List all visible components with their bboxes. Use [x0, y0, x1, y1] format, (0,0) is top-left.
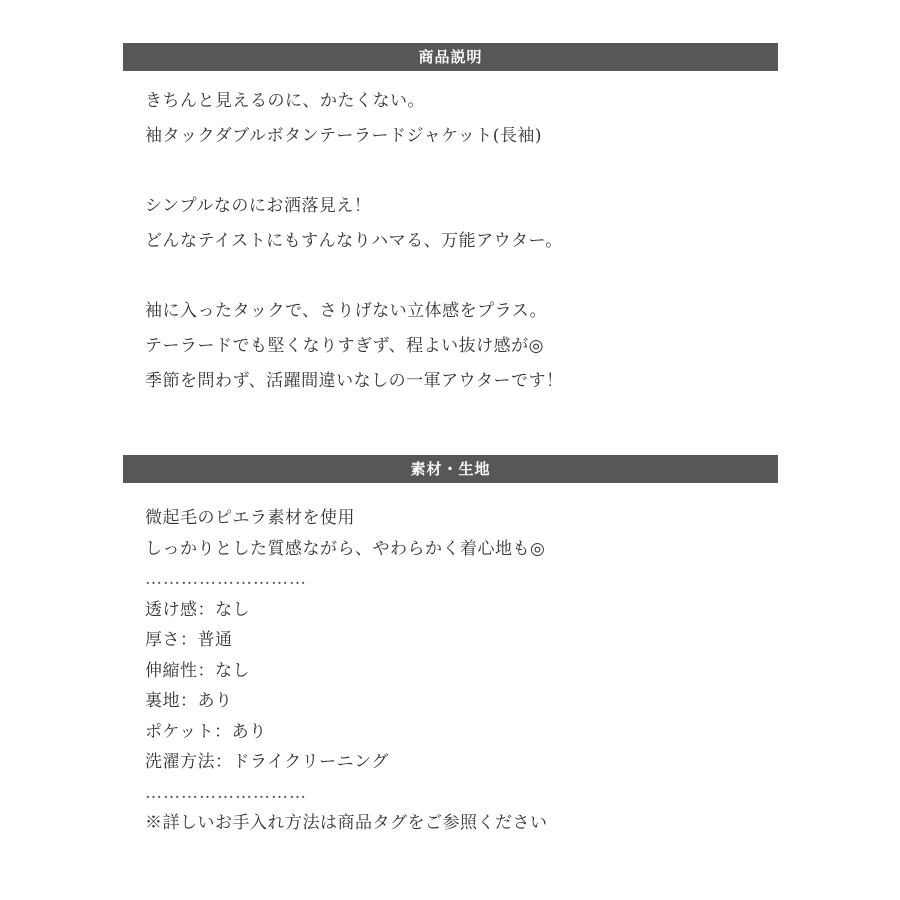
description-line: シンプルなのにお洒落見え！: [145, 196, 372, 216]
spec-washing: 洗濯方法：ドライクリーニング: [145, 752, 389, 772]
spec-thickness: 厚さ：普通: [145, 630, 233, 650]
description-line: きちんと見えるのに、かたくない。: [145, 91, 425, 111]
spec-stretch: 伸縮性：なし: [145, 660, 250, 681]
spec-lining: 裏地：あり: [145, 691, 233, 711]
care-note: ※詳しいお手入れ方法は商品タグをご参照ください: [145, 813, 548, 833]
description-text: [145, 84, 765, 399]
description-line: 袖タックダブルボタンテーラードジャケット(長袖): [145, 126, 543, 146]
material-line: 微起毛のピエラ素材を使用: [145, 508, 355, 528]
section-header-material: 素材・生地: [123, 455, 778, 483]
spec-pocket: ポケット：あり: [145, 721, 267, 742]
description-line: 季節を問わず、活躍間違いなしの一軍アウターです！: [145, 371, 564, 391]
description-line: 袖に入ったタックで、さりげない立体感をプラス。: [145, 301, 548, 321]
spec-see-through: 透け感：なし: [145, 599, 250, 620]
description-line: テーラードでも堅くなりすぎず、程よい抜け感が◎: [145, 336, 544, 356]
dotted-separator: ………………………: [145, 569, 307, 589]
description-line: どんなテイストにもすんなりハマる、万能アウター。: [145, 231, 563, 251]
material-text: [145, 503, 765, 839]
material-line: しっかりとした質感ながら、やわらかく着心地も◎: [145, 538, 546, 559]
section-header-description: 商品説明: [123, 43, 778, 71]
dotted-separator: ………………………: [145, 782, 307, 803]
